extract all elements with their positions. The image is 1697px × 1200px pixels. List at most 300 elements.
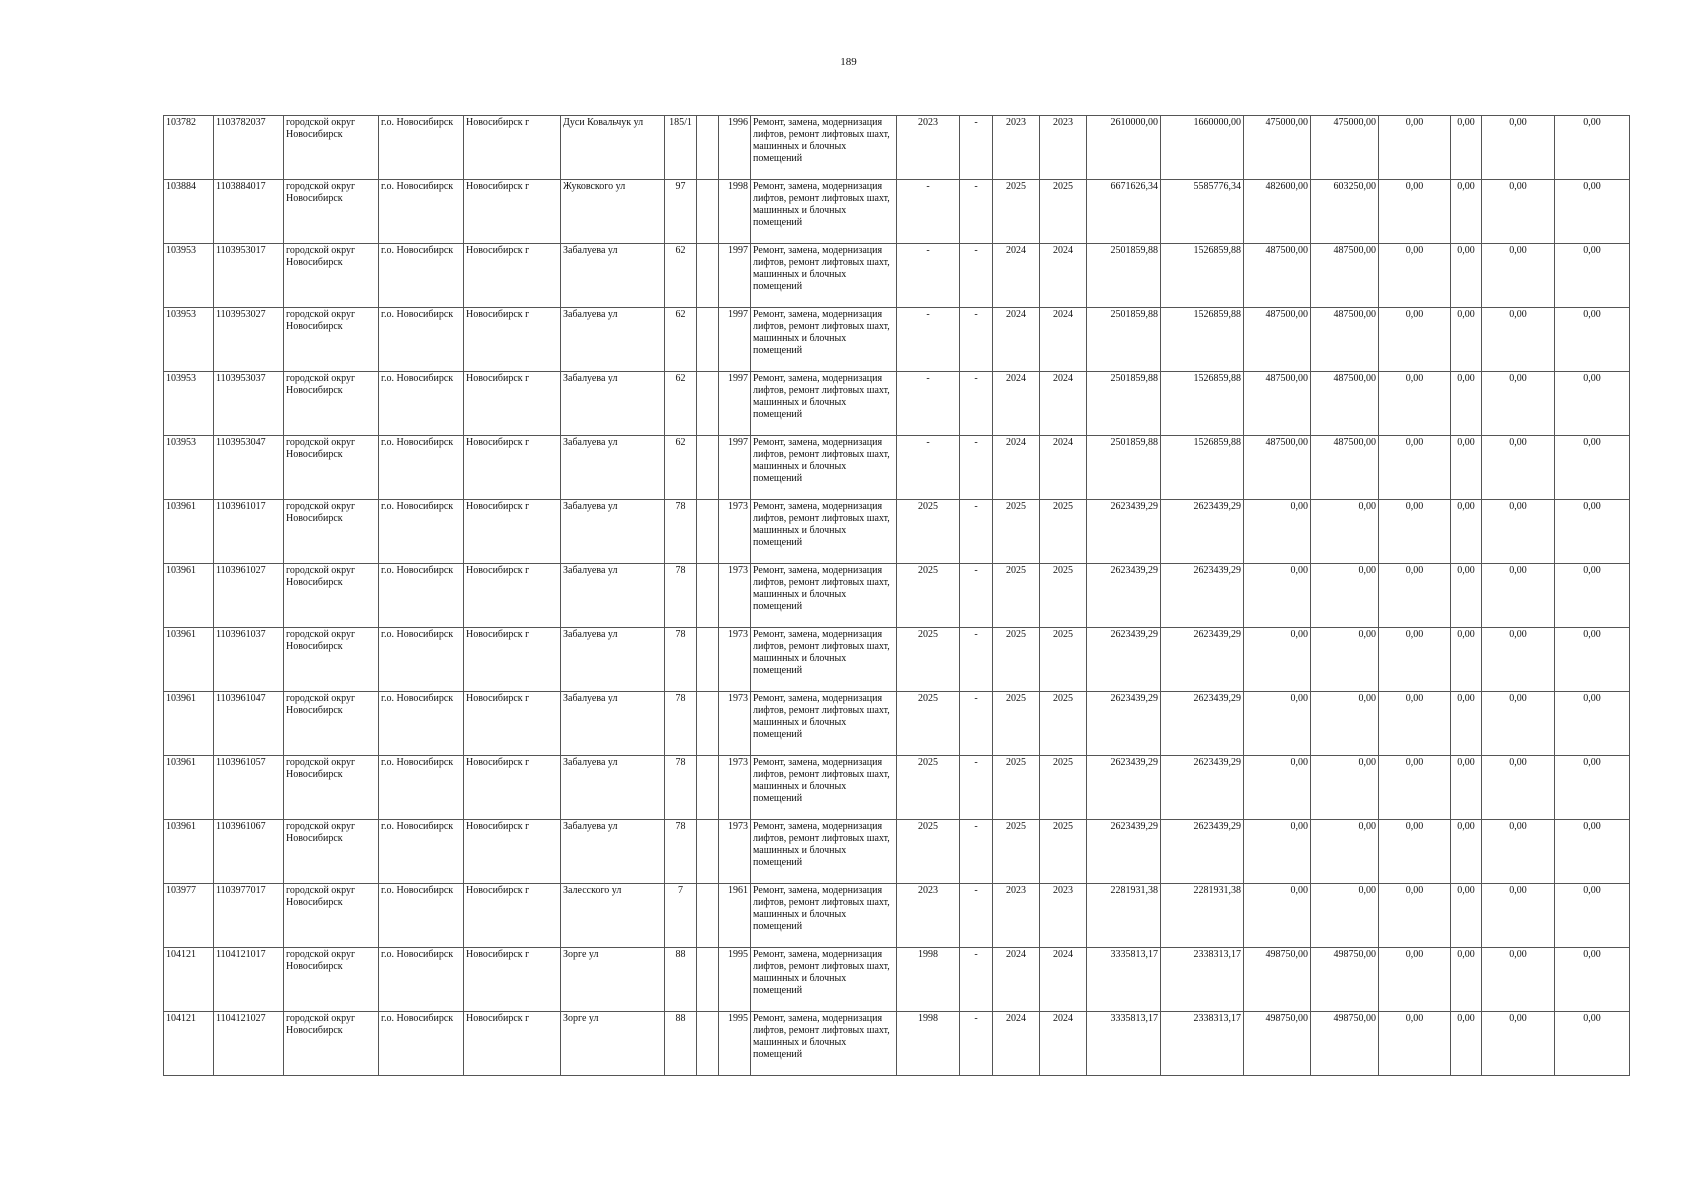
- cell-municipality: городской округ Новосибирск: [284, 500, 379, 564]
- cell-other-cost-4: 0,00: [1555, 692, 1630, 756]
- cell-house-number: 78: [665, 692, 697, 756]
- cell-building: [697, 500, 719, 564]
- cell-dash: -: [960, 564, 993, 628]
- cell-row-code: 103961: [164, 756, 214, 820]
- cell-work-type: Ремонт, замена, модернизация лифтов, ремонт лифтовых шахт, машинных и блочных помещений: [751, 820, 897, 884]
- cell-total-cost: 2623439,29: [1087, 500, 1161, 564]
- cell-municipal-district: г.о. Новосибирск: [379, 180, 464, 244]
- cell-total-cost: 2623439,29: [1087, 692, 1161, 756]
- table-row: [164, 820, 1630, 884]
- cell-work-type: Ремонт, замена, модернизация лифтов, ремонт лифтовых шахт, машинных и блочных помещений: [751, 948, 897, 1012]
- cell-building: [697, 1012, 719, 1076]
- cell-other-cost-2: 0,00: [1451, 564, 1482, 628]
- cell-total-cost: 2281931,38: [1087, 884, 1161, 948]
- cell-year-start: 2025: [897, 820, 960, 884]
- cell-year-start: 2025: [897, 564, 960, 628]
- cell-municipality: городской округ Новосибирск: [284, 756, 379, 820]
- cell-other-cost-3: 0,00: [1482, 180, 1555, 244]
- cell-total-cost: 2623439,29: [1087, 564, 1161, 628]
- cell-year-built: 1996: [719, 116, 751, 180]
- cell-other-cost-1: 0,00: [1379, 756, 1451, 820]
- cell-budget-cost: 0,00: [1244, 820, 1311, 884]
- cell-year-built: 1973: [719, 500, 751, 564]
- cell-street: Забалуева ул: [561, 372, 665, 436]
- cell-plan-year-start: 2025: [993, 692, 1040, 756]
- cell-fund-cost: 2281931,38: [1161, 884, 1244, 948]
- cell-work-type: Ремонт, замена, модернизация лифтов, ремонт лифтовых шахт, машинных и блочных помещений: [751, 756, 897, 820]
- cell-building: [697, 820, 719, 884]
- cell-other-cost-1: 0,00: [1379, 692, 1451, 756]
- cell-work-type: Ремонт, замена, модернизация лифтов, ремонт лифтовых шахт, машинных и блочных помещений: [751, 180, 897, 244]
- cell-year-start: 1998: [897, 948, 960, 1012]
- cell-settlement: Новосибирск г: [464, 372, 561, 436]
- cell-plan-year-end: 2025: [1040, 820, 1087, 884]
- cell-other-cost-4: 0,00: [1555, 180, 1630, 244]
- cell-budget-cost: 487500,00: [1244, 436, 1311, 500]
- table-row: [164, 692, 1630, 756]
- cell-row-code: 103961: [164, 500, 214, 564]
- cell-building: [697, 244, 719, 308]
- cell-year-start: -: [897, 436, 960, 500]
- cell-street: Жуковского ул: [561, 180, 665, 244]
- cell-other-cost-3: 0,00: [1482, 884, 1555, 948]
- cell-year-start: 2025: [897, 628, 960, 692]
- cell-other-cost-4: 0,00: [1555, 884, 1630, 948]
- cell-building: [697, 436, 719, 500]
- cell-year-built: 1998: [719, 180, 751, 244]
- cell-plan-year-end: 2024: [1040, 372, 1087, 436]
- cell-building: [697, 564, 719, 628]
- cell-dash: -: [960, 948, 993, 1012]
- cell-dash: -: [960, 244, 993, 308]
- cell-object-code: 1104121027: [214, 1012, 284, 1076]
- cell-budget-cost: 482600,00: [1244, 180, 1311, 244]
- cell-plan-year-end: 2023: [1040, 116, 1087, 180]
- cell-total-cost: 2501859,88: [1087, 372, 1161, 436]
- cell-total-cost: 6671626,34: [1087, 180, 1161, 244]
- cell-year-built: 1961: [719, 884, 751, 948]
- cell-municipal-district: г.о. Новосибирск: [379, 820, 464, 884]
- cell-plan-year-start: 2024: [993, 1012, 1040, 1076]
- cell-municipality: городской округ Новосибирск: [284, 116, 379, 180]
- cell-year-built: 1997: [719, 436, 751, 500]
- cell-municipal-district: г.о. Новосибирск: [379, 436, 464, 500]
- cell-other-cost-1: 0,00: [1379, 372, 1451, 436]
- cell-object-code: 1103961037: [214, 628, 284, 692]
- cell-other-cost-2: 0,00: [1451, 628, 1482, 692]
- cell-budget-cost: 0,00: [1244, 692, 1311, 756]
- cell-building: [697, 628, 719, 692]
- cell-municipal-district: г.о. Новосибирск: [379, 308, 464, 372]
- cell-owners-cost: 487500,00: [1311, 372, 1379, 436]
- cell-owners-cost: 475000,00: [1311, 116, 1379, 180]
- cell-fund-cost: 2623439,29: [1161, 564, 1244, 628]
- cell-other-cost-4: 0,00: [1555, 628, 1630, 692]
- cell-other-cost-3: 0,00: [1482, 756, 1555, 820]
- table-row: [164, 756, 1630, 820]
- cell-row-code: 103953: [164, 308, 214, 372]
- cell-row-code: 103953: [164, 372, 214, 436]
- cell-work-type: Ремонт, замена, модернизация лифтов, ремонт лифтовых шахт, машинных и блочных помещений: [751, 564, 897, 628]
- cell-other-cost-4: 0,00: [1555, 756, 1630, 820]
- cell-other-cost-3: 0,00: [1482, 436, 1555, 500]
- cell-row-code: 103961: [164, 820, 214, 884]
- cell-street: Забалуева ул: [561, 500, 665, 564]
- cell-house-number: 97: [665, 180, 697, 244]
- cell-street: Забалуева ул: [561, 820, 665, 884]
- cell-house-number: 62: [665, 372, 697, 436]
- cell-fund-cost: 1526859,88: [1161, 244, 1244, 308]
- cell-other-cost-1: 0,00: [1379, 436, 1451, 500]
- cell-fund-cost: 1660000,00: [1161, 116, 1244, 180]
- cell-other-cost-2: 0,00: [1451, 820, 1482, 884]
- cell-dash: -: [960, 180, 993, 244]
- table-row: [164, 948, 1630, 1012]
- table-row: [164, 884, 1630, 948]
- cell-other-cost-1: 0,00: [1379, 116, 1451, 180]
- cell-other-cost-3: 0,00: [1482, 372, 1555, 436]
- cell-object-code: 1103961027: [214, 564, 284, 628]
- cell-settlement: Новосибирск г: [464, 244, 561, 308]
- cell-settlement: Новосибирск г: [464, 436, 561, 500]
- table-row: [164, 372, 1630, 436]
- cell-object-code: 1103961017: [214, 500, 284, 564]
- cell-other-cost-2: 0,00: [1451, 948, 1482, 1012]
- cell-year-start: 2025: [897, 692, 960, 756]
- cell-year-built: 1973: [719, 820, 751, 884]
- cell-dash: -: [960, 308, 993, 372]
- cell-street: Забалуева ул: [561, 436, 665, 500]
- cell-municipality: городской округ Новосибирск: [284, 628, 379, 692]
- cell-settlement: Новосибирск г: [464, 180, 561, 244]
- cell-fund-cost: 2623439,29: [1161, 820, 1244, 884]
- cell-fund-cost: 1526859,88: [1161, 436, 1244, 500]
- cell-other-cost-1: 0,00: [1379, 820, 1451, 884]
- cell-other-cost-1: 0,00: [1379, 1012, 1451, 1076]
- cell-municipality: городской округ Новосибирск: [284, 244, 379, 308]
- cell-municipal-district: г.о. Новосибирск: [379, 692, 464, 756]
- cell-other-cost-3: 0,00: [1482, 948, 1555, 1012]
- cell-plan-year-start: 2025: [993, 756, 1040, 820]
- cell-plan-year-start: 2025: [993, 820, 1040, 884]
- cell-year-built: 1997: [719, 372, 751, 436]
- cell-dash: -: [960, 1012, 993, 1076]
- cell-other-cost-1: 0,00: [1379, 308, 1451, 372]
- table-row: [164, 244, 1630, 308]
- cell-budget-cost: 0,00: [1244, 884, 1311, 948]
- cell-municipal-district: г.о. Новосибирск: [379, 948, 464, 1012]
- cell-year-start: -: [897, 244, 960, 308]
- cell-other-cost-4: 0,00: [1555, 436, 1630, 500]
- cell-budget-cost: 0,00: [1244, 500, 1311, 564]
- cell-owners-cost: 498750,00: [1311, 1012, 1379, 1076]
- cell-street: Зорге ул: [561, 1012, 665, 1076]
- cell-other-cost-4: 0,00: [1555, 244, 1630, 308]
- cell-municipal-district: г.о. Новосибирск: [379, 564, 464, 628]
- cell-owners-cost: 487500,00: [1311, 436, 1379, 500]
- cell-settlement: Новосибирск г: [464, 628, 561, 692]
- cell-municipality: городской округ Новосибирск: [284, 180, 379, 244]
- cell-other-cost-2: 0,00: [1451, 1012, 1482, 1076]
- cell-other-cost-1: 0,00: [1379, 884, 1451, 948]
- cell-work-type: Ремонт, замена, модернизация лифтов, ремонт лифтовых шахт, машинных и блочных помещений: [751, 692, 897, 756]
- cell-plan-year-end: 2025: [1040, 628, 1087, 692]
- cell-budget-cost: 487500,00: [1244, 308, 1311, 372]
- cell-fund-cost: 5585776,34: [1161, 180, 1244, 244]
- cell-owners-cost: 0,00: [1311, 820, 1379, 884]
- cell-municipal-district: г.о. Новосибирск: [379, 116, 464, 180]
- cell-work-type: Ремонт, замена, модернизация лифтов, ремонт лифтовых шахт, машинных и блочных помещений: [751, 308, 897, 372]
- cell-year-built: 1995: [719, 1012, 751, 1076]
- cell-object-code: 1103953037: [214, 372, 284, 436]
- page-number: 189: [840, 56, 857, 68]
- cell-other-cost-3: 0,00: [1482, 692, 1555, 756]
- cell-plan-year-end: 2025: [1040, 180, 1087, 244]
- cell-year-start: -: [897, 308, 960, 372]
- cell-owners-cost: 487500,00: [1311, 308, 1379, 372]
- cell-year-built: 1973: [719, 628, 751, 692]
- cell-row-code: 103977: [164, 884, 214, 948]
- cell-budget-cost: 487500,00: [1244, 372, 1311, 436]
- cell-other-cost-4: 0,00: [1555, 308, 1630, 372]
- cell-year-built: 1973: [719, 756, 751, 820]
- cell-object-code: 1103977017: [214, 884, 284, 948]
- cell-fund-cost: 2623439,29: [1161, 756, 1244, 820]
- cell-row-code: 104121: [164, 1012, 214, 1076]
- cell-building: [697, 372, 719, 436]
- cell-house-number: 62: [665, 436, 697, 500]
- cell-municipal-district: г.о. Новосибирск: [379, 628, 464, 692]
- cell-other-cost-3: 0,00: [1482, 820, 1555, 884]
- cell-work-type: Ремонт, замена, модернизация лифтов, ремонт лифтовых шахт, машинных и блочных помещений: [751, 244, 897, 308]
- cell-year-start: 2025: [897, 500, 960, 564]
- cell-work-type: Ремонт, замена, модернизация лифтов, ремонт лифтовых шахт, машинных и блочных помещений: [751, 372, 897, 436]
- cell-other-cost-2: 0,00: [1451, 244, 1482, 308]
- cell-plan-year-end: 2025: [1040, 500, 1087, 564]
- cell-fund-cost: 2338313,17: [1161, 948, 1244, 1012]
- cell-house-number: 78: [665, 628, 697, 692]
- cell-other-cost-4: 0,00: [1555, 500, 1630, 564]
- cell-total-cost: 2623439,29: [1087, 756, 1161, 820]
- cell-plan-year-start: 2025: [993, 564, 1040, 628]
- cell-building: [697, 308, 719, 372]
- cell-owners-cost: 0,00: [1311, 564, 1379, 628]
- cell-object-code: 1103953017: [214, 244, 284, 308]
- cell-other-cost-4: 0,00: [1555, 564, 1630, 628]
- cell-year-start: -: [897, 372, 960, 436]
- cell-house-number: 62: [665, 308, 697, 372]
- cell-house-number: 78: [665, 756, 697, 820]
- cell-street: Дуси Ковальчук ул: [561, 116, 665, 180]
- table-row: [164, 180, 1630, 244]
- cell-settlement: Новосибирск г: [464, 564, 561, 628]
- cell-house-number: 78: [665, 820, 697, 884]
- cell-plan-year-start: 2024: [993, 948, 1040, 1012]
- cell-row-code: 103961: [164, 564, 214, 628]
- cell-building: [697, 884, 719, 948]
- cell-work-type: Ремонт, замена, модернизация лифтов, ремонт лифтовых шахт, машинных и блочных помещений: [751, 436, 897, 500]
- cell-budget-cost: 0,00: [1244, 564, 1311, 628]
- cell-year-start: 2023: [897, 116, 960, 180]
- cell-total-cost: 3335813,17: [1087, 948, 1161, 1012]
- cell-other-cost-2: 0,00: [1451, 500, 1482, 564]
- cell-other-cost-1: 0,00: [1379, 628, 1451, 692]
- cell-building: [697, 756, 719, 820]
- cell-settlement: Новосибирск г: [464, 500, 561, 564]
- cell-other-cost-4: 0,00: [1555, 116, 1630, 180]
- cell-settlement: Новосибирск г: [464, 116, 561, 180]
- cell-owners-cost: 0,00: [1311, 756, 1379, 820]
- cell-dash: -: [960, 372, 993, 436]
- cell-dash: -: [960, 692, 993, 756]
- cell-work-type: Ремонт, замена, модернизация лифтов, ремонт лифтовых шахт, машинных и блочных помещений: [751, 884, 897, 948]
- cell-object-code: 1103953027: [214, 308, 284, 372]
- cell-row-code: 103961: [164, 628, 214, 692]
- table-row: [164, 116, 1630, 180]
- cell-row-code: 103953: [164, 244, 214, 308]
- cell-year-built: 1997: [719, 244, 751, 308]
- cell-dash: -: [960, 884, 993, 948]
- cell-year-built: 1997: [719, 308, 751, 372]
- cell-dash: -: [960, 628, 993, 692]
- cell-other-cost-3: 0,00: [1482, 1012, 1555, 1076]
- cell-other-cost-4: 0,00: [1555, 820, 1630, 884]
- table-row: [164, 500, 1630, 564]
- cell-year-start: 2025: [897, 756, 960, 820]
- cell-dash: -: [960, 116, 993, 180]
- cell-fund-cost: 1526859,88: [1161, 372, 1244, 436]
- cell-plan-year-end: 2024: [1040, 948, 1087, 1012]
- cell-other-cost-2: 0,00: [1451, 692, 1482, 756]
- cell-plan-year-start: 2024: [993, 372, 1040, 436]
- cell-budget-cost: 498750,00: [1244, 948, 1311, 1012]
- cell-year-built: 1973: [719, 692, 751, 756]
- cell-year-start: 2023: [897, 884, 960, 948]
- cell-object-code: 1104121017: [214, 948, 284, 1012]
- cell-plan-year-start: 2024: [993, 244, 1040, 308]
- table-row: [164, 628, 1630, 692]
- cell-row-code: 103953: [164, 436, 214, 500]
- cell-plan-year-start: 2024: [993, 308, 1040, 372]
- cell-municipal-district: г.о. Новосибирск: [379, 244, 464, 308]
- cell-dash: -: [960, 436, 993, 500]
- cell-total-cost: 2610000,00: [1087, 116, 1161, 180]
- cell-other-cost-1: 0,00: [1379, 500, 1451, 564]
- cell-municipal-district: г.о. Новосибирск: [379, 500, 464, 564]
- cell-total-cost: 2501859,88: [1087, 308, 1161, 372]
- cell-dash: -: [960, 500, 993, 564]
- cell-plan-year-start: 2023: [993, 884, 1040, 948]
- cell-owners-cost: 0,00: [1311, 500, 1379, 564]
- cell-owners-cost: 0,00: [1311, 692, 1379, 756]
- cell-street: Забалуева ул: [561, 756, 665, 820]
- cell-settlement: Новосибирск г: [464, 1012, 561, 1076]
- cell-fund-cost: 2623439,29: [1161, 628, 1244, 692]
- cell-other-cost-4: 0,00: [1555, 372, 1630, 436]
- cell-plan-year-start: 2025: [993, 500, 1040, 564]
- cell-building: [697, 116, 719, 180]
- cell-owners-cost: 498750,00: [1311, 948, 1379, 1012]
- cell-budget-cost: 0,00: [1244, 628, 1311, 692]
- cell-dash: -: [960, 756, 993, 820]
- cell-object-code: 1103961047: [214, 692, 284, 756]
- cell-settlement: Новосибирск г: [464, 948, 561, 1012]
- cell-plan-year-end: 2025: [1040, 564, 1087, 628]
- cell-row-code: 103884: [164, 180, 214, 244]
- cell-municipality: городской округ Новосибирск: [284, 948, 379, 1012]
- cell-total-cost: 2623439,29: [1087, 820, 1161, 884]
- cell-row-code: 104121: [164, 948, 214, 1012]
- table-row: [164, 308, 1630, 372]
- cell-building: [697, 180, 719, 244]
- cell-plan-year-start: 2025: [993, 628, 1040, 692]
- cell-year-built: 1995: [719, 948, 751, 1012]
- cell-year-start: 1998: [897, 1012, 960, 1076]
- cell-other-cost-2: 0,00: [1451, 884, 1482, 948]
- cell-municipal-district: г.о. Новосибирск: [379, 756, 464, 820]
- cell-object-code: 1103961057: [214, 756, 284, 820]
- cell-municipality: городской округ Новосибирск: [284, 692, 379, 756]
- cell-fund-cost: 2338313,17: [1161, 1012, 1244, 1076]
- cell-owners-cost: 603250,00: [1311, 180, 1379, 244]
- cell-total-cost: 2501859,88: [1087, 244, 1161, 308]
- cell-building: [697, 948, 719, 1012]
- cell-street: Забалуева ул: [561, 308, 665, 372]
- cell-house-number: 78: [665, 564, 697, 628]
- cell-plan-year-end: 2025: [1040, 756, 1087, 820]
- cell-row-code: 103782: [164, 116, 214, 180]
- cell-other-cost-1: 0,00: [1379, 948, 1451, 1012]
- cell-street: Забалуева ул: [561, 692, 665, 756]
- cell-total-cost: 2501859,88: [1087, 436, 1161, 500]
- cell-municipal-district: г.о. Новосибирск: [379, 884, 464, 948]
- cell-municipality: городской округ Новосибирск: [284, 564, 379, 628]
- cell-other-cost-3: 0,00: [1482, 500, 1555, 564]
- cell-object-code: 1103953047: [214, 436, 284, 500]
- cell-other-cost-1: 0,00: [1379, 564, 1451, 628]
- cell-municipality: городской округ Новосибирск: [284, 436, 379, 500]
- cell-other-cost-3: 0,00: [1482, 244, 1555, 308]
- cell-municipality: городской округ Новосибирск: [284, 884, 379, 948]
- cell-owners-cost: 487500,00: [1311, 244, 1379, 308]
- cell-plan-year-start: 2023: [993, 116, 1040, 180]
- cell-street: Залесского ул: [561, 884, 665, 948]
- cell-settlement: Новосибирск г: [464, 820, 561, 884]
- cell-plan-year-end: 2024: [1040, 308, 1087, 372]
- cell-plan-year-end: 2023: [1040, 884, 1087, 948]
- cell-budget-cost: 475000,00: [1244, 116, 1311, 180]
- cell-other-cost-2: 0,00: [1451, 372, 1482, 436]
- cell-plan-year-end: 2024: [1040, 1012, 1087, 1076]
- cell-object-code: 1103782037: [214, 116, 284, 180]
- table-row: [164, 436, 1630, 500]
- cell-work-type: Ремонт, замена, модернизация лифтов, ремонт лифтовых шахт, машинных и блочных помещений: [751, 116, 897, 180]
- cell-street: Зорге ул: [561, 948, 665, 1012]
- cell-other-cost-3: 0,00: [1482, 628, 1555, 692]
- cell-work-type: Ремонт, замена, модернизация лифтов, ремонт лифтовых шахт, машинных и блочных помещений: [751, 500, 897, 564]
- cell-other-cost-1: 0,00: [1379, 180, 1451, 244]
- cell-object-code: 1103884017: [214, 180, 284, 244]
- cell-settlement: Новосибирск г: [464, 692, 561, 756]
- cell-settlement: Новосибирск г: [464, 308, 561, 372]
- cell-plan-year-end: 2025: [1040, 692, 1087, 756]
- cell-other-cost-4: 0,00: [1555, 948, 1630, 1012]
- cell-street: Забалуева ул: [561, 628, 665, 692]
- cell-street: Забалуева ул: [561, 564, 665, 628]
- cell-house-number: 88: [665, 948, 697, 1012]
- cell-work-type: Ремонт, замена, модернизация лифтов, ремонт лифтовых шахт, машинных и блочных помещений: [751, 1012, 897, 1076]
- cell-plan-year-start: 2025: [993, 180, 1040, 244]
